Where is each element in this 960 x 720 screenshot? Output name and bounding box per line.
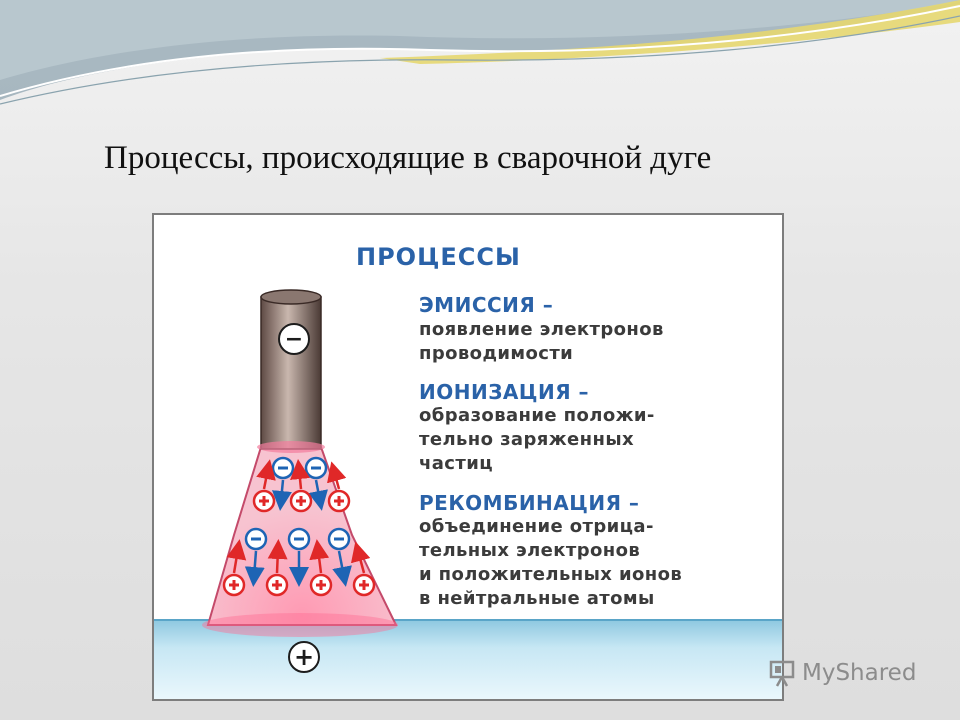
- processes-heading: ПРОЦЕССЫ: [356, 243, 521, 271]
- emission-description-line-2: проводимости: [419, 343, 574, 364]
- recombination-description-line-2: тельных электронов: [419, 540, 641, 561]
- watermark-text: MyShared: [802, 660, 917, 686]
- slide-title: Процессы, происходящие в сварочной дуге: [104, 140, 712, 176]
- arc-process-diagram: [152, 213, 784, 701]
- svg-text:+: +: [293, 643, 315, 671]
- recombination-description-line-1: объединение отрица-: [419, 516, 654, 537]
- recombination-description-line-3: и положительных ионов: [419, 564, 683, 585]
- term-emission: ЭМИССИЯ –: [419, 293, 554, 317]
- electrode: [261, 297, 321, 449]
- ionization-description-line-3: частиц: [419, 453, 493, 474]
- myshared-watermark: [768, 656, 916, 690]
- svg-text:−: −: [284, 327, 304, 352]
- presentation-board-icon: [768, 658, 798, 688]
- term-ionization: ИОНИЗАЦИЯ –: [419, 380, 590, 404]
- emission-description-line-1: появление электронов: [419, 319, 664, 340]
- term-recombination: РЕКОМБИНАЦИЯ –: [419, 491, 640, 515]
- recombination-description-line-4: в нейтральные атомы: [419, 588, 655, 609]
- ionization-description-line-1: образование положи-: [419, 405, 655, 426]
- ionization-description-line-2: тельно заряженных: [419, 429, 635, 450]
- top-wave-decoration: [0, 0, 960, 110]
